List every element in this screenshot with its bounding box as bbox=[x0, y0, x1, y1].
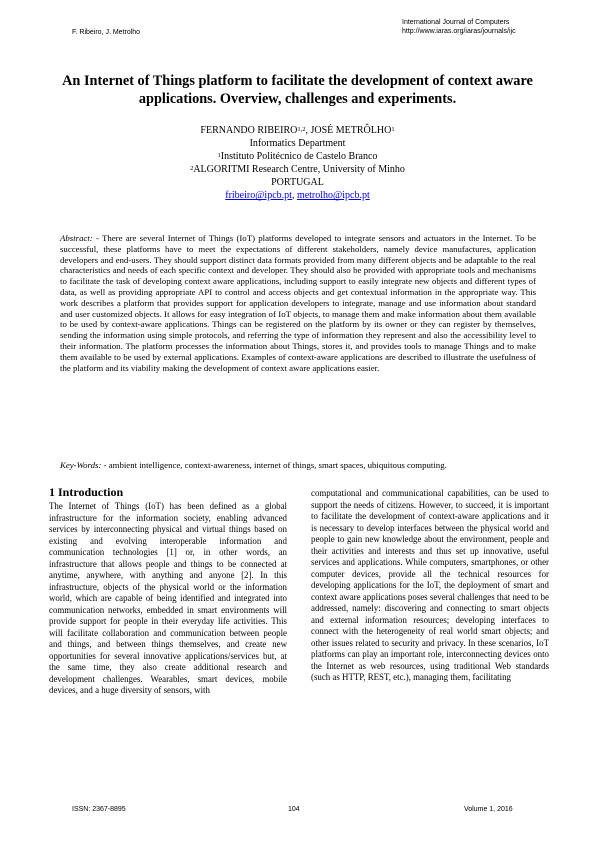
country: PORTUGAL bbox=[271, 177, 324, 189]
affiliation-1-mark: 1 bbox=[217, 152, 221, 160]
email-separator: , bbox=[291, 190, 297, 202]
department: Informatics Department bbox=[249, 138, 346, 150]
body-column-left: The Internet of Things (IoT) has been defined as a global infrastructure for the information society, enabling advanced services by interconnecting physical and virtual things based on existing and evolving interoperable information and communication technologies [1] or, in other words, an infrastructure that allows people and things to be connected at anytime, anywhere, with anything and anyone [2]. In this infrastructure, objects of the physical world or the information world, which are capable of being identified and integrated into communication networks, embedded in smart environments will provide support for people in their everyday life activities. This will facilitate collaboration and communication between people and things, and between things themselves, and create new opportunities for several innovative applications/services but, at the same time, they also create additional research and development challenges. Wearables, smart devices, mobile devices, and a huge diversity of sensors, with bbox=[49, 501, 287, 695]
affiliation-1 bbox=[120, 150, 475, 163]
header-authors-text: F. Ribeiro, J. Metrolho bbox=[72, 29, 141, 36]
author-1-affiliation-mark: 1,2 bbox=[297, 126, 306, 133]
abstract bbox=[60, 233, 536, 373]
author-1: FERNANDO RIBEIRO bbox=[200, 125, 298, 136]
header-journal-url: http://www.iaras.org/iaras/journals/ijc bbox=[402, 28, 516, 35]
author-2-affiliation-mark: 1 bbox=[391, 126, 395, 133]
footer-page-number: 104 bbox=[288, 806, 300, 813]
affiliation-2-name: ALGORITMI Research Centre, University of Minho bbox=[193, 164, 405, 176]
running-header-authors bbox=[72, 28, 140, 37]
running-header-journal bbox=[402, 18, 516, 36]
author-names bbox=[120, 124, 475, 137]
footer-volume: Volume 1, 2016 bbox=[464, 806, 513, 813]
emails bbox=[120, 189, 475, 202]
paper-title: An Internet of Things platform to facilitate the development of context aware applications. Overview, challenges and experiments. bbox=[62, 73, 533, 107]
abstract-label: Abstract: bbox=[60, 233, 93, 243]
keywords-text: - ambient intelligence, context-awareness, internet of things, smart spaces, ubiquitous computing. bbox=[101, 460, 447, 470]
body-column-right: computational and communicational capabilities, can be used to support the needs of citizens. However, to succeed, it is important to facilitate the development of context-aware applications and it is necessary to develop interfaces between the physical world and people to gain new knowledge about the environment, people and their activities and interests and thus set up innovative, useful services and applications. While computers, smartphones, or other computer devices, provide all the technical resources for developing applications for the IoT, the deployment of smart and context aware applications poses several challenges that need to be addressed, namely: discovering and connecting to smart objects and external information resources; developing interfaces to connect with the heterogeneity of real world smart objects; and other issues related to security and privacy. In these scenarios, IoT platforms can play an important role, interconnecting devices onto the Internet as web resources, using traditional Web standards (such as HTTP, REST, etc.), managing them, facilitating bbox=[311, 488, 549, 682]
header-journal-name: International Journal of Computers bbox=[402, 19, 510, 26]
author-block bbox=[120, 124, 475, 203]
affiliation-1-name: Instituto Politécnico de Castelo Branco bbox=[220, 151, 378, 163]
affiliation-2 bbox=[120, 163, 475, 176]
author-2: JOSÉ METRÔLHO bbox=[310, 125, 392, 136]
keywords bbox=[60, 460, 536, 471]
section-heading-introduction: 1 Introduction bbox=[49, 485, 124, 499]
footer-issn: ISSN: 2367-8895 bbox=[72, 806, 126, 813]
keywords-label: Key-Words: bbox=[60, 460, 102, 470]
abstract-text: - There are several Internet of Things (IoT) platforms developed to integrate sensors and actuators in the Internet. To be successful, these platforms have to meet the expectations of different stakeholders, namely device manufactures, application developers and end-users. They should support distinct data formats provided from many different objects and be adaptable to the real characteristics and needs of each specific context and developer. They should also be provided with appropriate tools and mechanisms to facilitate the task of developing context aware applications, including support to easily integrate new objects and different types of data, as well as providing appropriate API to control and access objects and get contextual information in the appropriate way. This work describes a platform that provides support for application developers to integrate, manage and use information about standard and user customized objects. It allows for easy integration of IoT objects, to manage them and make information about them available to be used by context-aware applications. Things can be registered on the platform by its owner or they can register by themselves, sending the information using simple protocols, and referring the type of information they represent and also the accessibility level to their information. The platform processes the information about Things, stores it, and provides tools to manage Things and to make them available to be used by external applications. Examples of context-aware applications are described to illustrate the usefulness of the platform and its viability making the development of context aware applications easier. bbox=[60, 233, 536, 373]
affiliation-2-mark: 2 bbox=[190, 165, 194, 173]
email-link-2[interactable]: metrolho@ipcb.pt bbox=[296, 190, 370, 202]
author-separator: , bbox=[305, 125, 311, 136]
email-link-1[interactable]: fribeiro@ipcb.pt bbox=[225, 190, 292, 202]
